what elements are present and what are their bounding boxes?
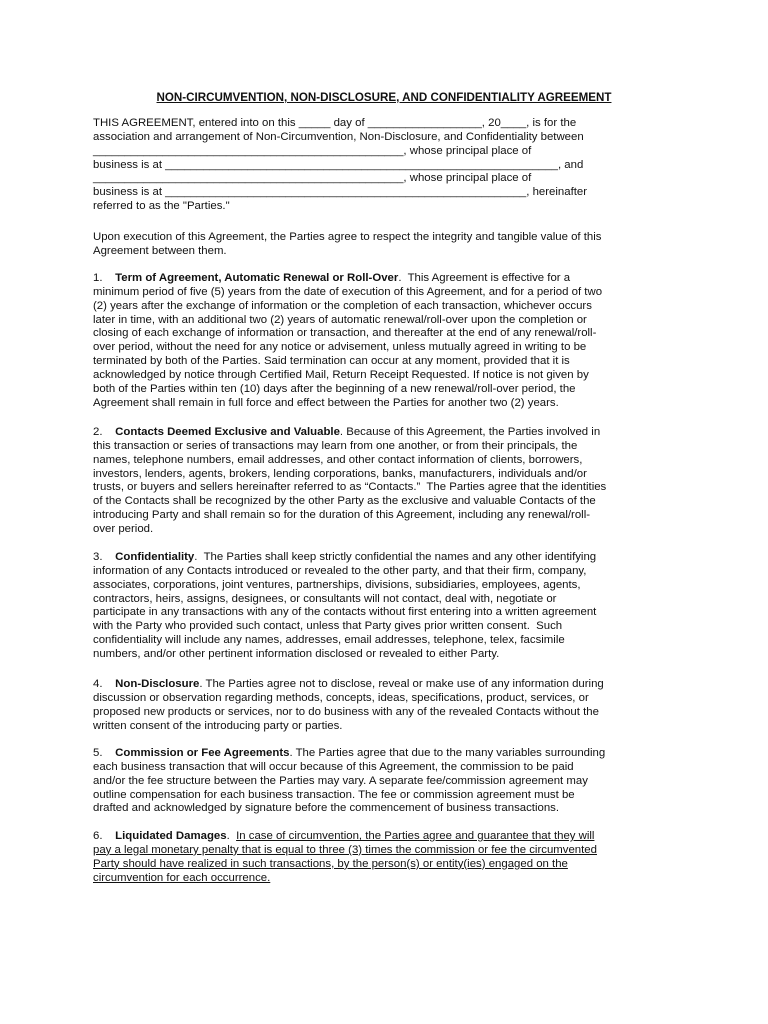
text-line: business is at ______________________________________________________________, and: [93, 158, 584, 171]
section-heading: Non-Disclosure: [115, 678, 200, 690]
text-line: investors, lenders, agents, brokers, lending corporations, banks, manufacturers, individuals and/or: [93, 467, 587, 480]
section-heading: Term of Agreement, Automatic Renewal or Roll-Over: [115, 272, 399, 284]
text-line: association and arrangement of Non-Circumvention, Non-Disclosure, and Confidentiality between: [93, 130, 584, 143]
text-line: over period.: [93, 522, 154, 535]
text-line: contractors, heirs, assigns, designees, or consultants will not contact, deal with, negotiate or: [93, 592, 557, 605]
section-1-term: [93, 272, 683, 410]
section-number: 3.: [93, 551, 103, 563]
text-line: acknowledged by notice through Certified Mail, Return Receipt Requested. If notice is not given by: [93, 368, 589, 381]
section-text: . This Agreement is effective for a: [398, 272, 571, 284]
text-line: trusts, or buyers and sellers hereinafter referred to as “Contacts.” The Parties agree that the identities: [93, 481, 607, 494]
text-line: and/or the fee structure between the Parties may vary. A separate fee/commission agreement may: [93, 774, 588, 787]
text-line: closing of each exchange of information or transaction, and thereafter at the end of any renewal/roll-: [93, 327, 597, 340]
text-line: outline compensation for each business transaction. The fee or commission agreement must be: [93, 788, 575, 801]
section-2-first-line: [93, 426, 683, 440]
document-title: NON-CIRCUMVENTION, NON-DISCLOSURE, AND CONFIDENTIALITY AGREEMENT: [156, 91, 612, 104]
section-number: 4.: [93, 678, 103, 690]
section-heading: Commission or Fee Agreements: [115, 747, 290, 759]
section-text: . Because of this Agreement, the Parties involved in: [339, 426, 601, 438]
text-line: participate in any transactions with any of the contacts without first entering into a written agreement: [93, 606, 597, 619]
section-4-first-line: [93, 678, 683, 692]
section-number: 2.: [93, 426, 103, 438]
text-line: confidentiality will include any names, addresses, email addresses, telephone, telex, facsimile: [93, 634, 565, 647]
text-line: this transaction or series of transactions may learn from one another, or from their principals, the: [93, 439, 578, 452]
section-4-non-disclosure: [93, 678, 683, 733]
section-5-first-line: [93, 747, 683, 761]
text-line: Party should have realized in such transactions, by the person(s) or entity(ies) engaged on the: [93, 857, 568, 870]
text-line: numbers, and/or other pertinent information disclosed or revealed to either Party.: [93, 647, 500, 660]
text-line: (2) years after the exchange of information or the completion of each transaction, whichever occurs: [93, 299, 592, 312]
section-heading: Contacts Deemed Exclusive and Valuable: [115, 426, 340, 438]
text-line: minimum period of five (5) years from the date of execution of this Agreement, and for a period of two: [93, 285, 603, 298]
text-line: both of the Parties within ten (10) days after the beginning of a new renewal/roll-over period, the: [93, 382, 576, 395]
section-heading: Confidentiality: [115, 551, 195, 563]
section-text: . The Parties agree that due to the many variables surrounding: [289, 747, 606, 759]
text-line: over period, without the need for any notice or advisement, unless mutually agreed in writing to be: [93, 341, 587, 354]
text-line: _________________________________________________, whose principal place of: [93, 172, 532, 185]
text-line: business is at _________________________________________________________, hereinafter: [93, 186, 588, 199]
text-line: circumvention for each occurrence.: [93, 871, 271, 884]
section-number: 1.: [93, 272, 103, 284]
text-line: each business transaction that will occur because of this Agreement, the commission to be paid: [93, 760, 574, 773]
text-line: discussion or observation regarding methods, concepts, ideas, specifications, product, services, or: [93, 691, 589, 704]
section-1-first-line: [93, 272, 683, 286]
text-line: of the Contacts shall be recognized by the other Party as the exclusive and valuable Contacts of the: [93, 495, 596, 508]
text-line: referred to as the "Parties.": [93, 200, 230, 213]
preamble-paragraph: [93, 231, 683, 259]
text-line: _________________________________________________, whose principal place of: [93, 144, 532, 157]
section-2-contacts: [93, 426, 683, 537]
section-heading: Liquidated Damages: [115, 830, 227, 842]
section-text: . The Parties shall keep strictly confidential the names and any other identifying: [194, 551, 597, 563]
text-line: information of any Contacts introduced or revealed to the other party, and that their firm, company,: [93, 564, 587, 577]
section-3-confidentiality: [93, 551, 683, 662]
section-3-first-line: [93, 551, 683, 565]
section-text: .: [226, 830, 237, 842]
text-line: Agreement between them.: [93, 244, 227, 257]
text-line: terminated by both of the Parties. Said termination can occur at any moment, provided that it is: [93, 355, 570, 368]
text-line: pay a legal monetary penalty that is equal to three (3) times the commission or fee the circumvented: [93, 843, 597, 856]
text-line: associates, corporations, joint ventures, partnerships, divisions, subsidiaries, employees, agents,: [93, 578, 581, 591]
text-line: THIS AGREEMENT, entered into on this _____ day of __________________, 20____, is for the: [93, 117, 577, 129]
underlined-text: In case of circumvention, the Parties agree and guarantee that they will: [236, 830, 595, 842]
section-6-liquidated-damages: [93, 830, 683, 885]
text-line: proposed new products or services, nor to do business with any of the revealed Contacts without the: [93, 705, 599, 718]
section-5-commission: [93, 747, 683, 816]
text-line: Upon execution of this Agreement, the Parties agree to respect the integrity and tangible value of this: [93, 231, 602, 243]
intro-paragraph: [93, 117, 683, 214]
section-number: 5.: [93, 747, 103, 759]
section-number: 6.: [93, 830, 103, 842]
text-line: introducing Party and shall remain so for the duration of this Agreement, including any renewal/roll-: [93, 509, 591, 522]
text-line: Agreement shall remain in full force and effect between the Parties for another two (2) years.: [93, 396, 559, 409]
text-line: later in time, with an additional two (2) years of automatic renewal/roll-over upon the completion or: [93, 313, 587, 326]
section-6-first-line: [93, 830, 683, 844]
text-line: names, telephone numbers, email addresses, and other contact information of clients, borrowers,: [93, 453, 583, 466]
text-line: written consent of the introducing party or parties.: [93, 719, 343, 732]
text-line: drafted and acknowledged by signature before the commencement of business transactions.: [93, 802, 560, 815]
text-line: with the Party who provided such contact, unless that Party gives prior written consent. Such: [93, 620, 563, 633]
section-text: . The Parties agree not to disclose, reveal or make use of any information during: [199, 678, 604, 690]
